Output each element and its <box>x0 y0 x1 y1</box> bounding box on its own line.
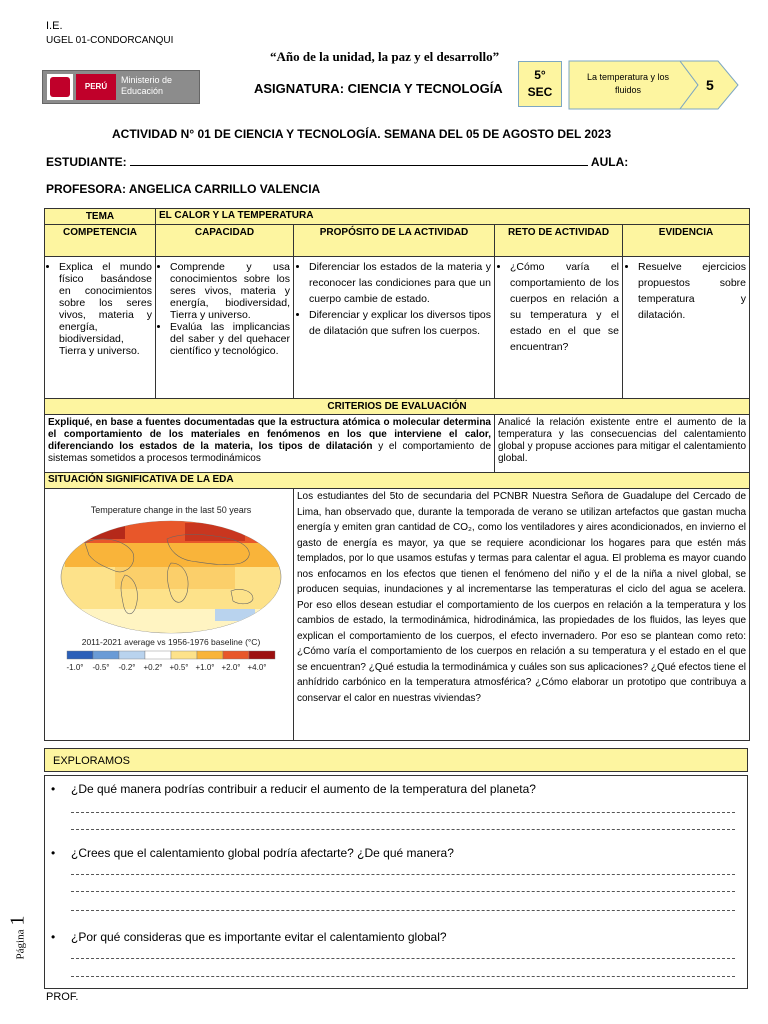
bullet-icon: • <box>51 930 56 944</box>
scale-label: -1.0° <box>66 663 84 672</box>
capacidad-item: • Evalúa las implicancias del saber y del quehacer científico y tecnológico. <box>170 321 290 357</box>
scale-label: +4.0° <box>247 663 267 672</box>
temperature-map-graphic <box>55 505 287 695</box>
header-capacidad: CAPACIDAD <box>156 225 294 257</box>
answer-line[interactable] <box>71 976 735 977</box>
unit-title: La temperatura y los fluidos <box>586 72 670 95</box>
aula-label: AULA: <box>590 155 629 169</box>
competencia-item: • Explica el mundo físico basándose en conocimientos sobre los seres vivos, materia y energía, biodiversidad, Tierra y universo. <box>59 261 152 357</box>
scale-label: -0.2° <box>118 663 136 672</box>
questions-box <box>44 775 748 989</box>
student-field[interactable] <box>130 155 588 166</box>
tema-label: TEMA <box>45 209 156 225</box>
scale-label: +1.0° <box>195 663 215 672</box>
proposito-item: • Diferenciar los estados de la materia y reconocer las condiciones para que un cuerpo cambie de estado. <box>309 259 491 307</box>
header-evidencia: EVIDENCIA <box>623 225 750 257</box>
logo-ministry: Ministerio de Educación <box>121 75 173 96</box>
evidencia-item: • Resuelve ejercicios propuestos sobre temperatura y dilatación. <box>638 259 746 323</box>
scale-swatch <box>145 651 171 659</box>
student-label: ESTUDIANTE: <box>46 155 127 169</box>
temperature-map <box>55 505 287 695</box>
grade-level: SEC <box>527 85 553 99</box>
criterio-2: Analicé la relación existente entre el aumento de la temperatura y las consecuencias del calentamiento global y propuse acciones para mitigar el calentamiento global. <box>495 415 750 473</box>
pagina-label: Página <box>14 929 27 960</box>
answer-line[interactable] <box>71 812 735 813</box>
question-1: ¿De qué manera podrías contribuir a reducir el aumento de la temperatura del planeta? <box>71 782 536 796</box>
criterio-1-bold: Expliqué, en base a fuentes documentadas que la estructura atómica o molecular determina el comportamiento de los materiales en fenómenos en los que interviene el calor, diferenciando los estados de la materia, los tipos de dilatación <box>48 417 491 452</box>
scale-swatch <box>171 651 197 659</box>
activity-table <box>44 208 750 741</box>
explore-header: EXPLORAMOS <box>44 748 748 772</box>
unit-number: 5 <box>706 77 714 93</box>
scale-swatch <box>119 651 145 659</box>
peru-shield-icon <box>47 74 73 100</box>
answer-line[interactable] <box>71 891 735 892</box>
logo-country: PERÚ <box>76 74 116 100</box>
answer-line[interactable] <box>71 910 735 911</box>
scale-label: +2.0° <box>221 663 241 672</box>
year-motto: “Año de la unidad, la paz y el desarrollo” <box>270 49 500 64</box>
bullet-icon: • <box>51 846 56 860</box>
pagina-number: 1 <box>6 915 29 926</box>
scale-label: +0.2° <box>143 663 163 672</box>
map-caption: 2011-2021 average vs 1956-1976 baseline (°C) <box>81 637 261 647</box>
capacidad-item: • Comprende y usa conocimientos sobre los seres vivos, materia y energía, biodiversidad, Tierra y universo. <box>170 261 290 321</box>
scale-swatch <box>223 651 249 659</box>
situacion-text: Los estudiantes del 5to de secundaria del PCNBR Nuestra Señora de Guadalupe del Cercado de Lima, han observado que, durante la temporada de verano se utilizan artefactos que gastan mucha energía y emiten gran cantidad de CO₂, como los ventiladores y aires acondicionados, en invierno el gasto de energía es mayor, ya que se requiere acondicionar los hogares para que estén más templados, por lo que usamos estufas y termas para calentar el agua. El problema es mayor cuando nos enfocamos en los efectos que tienen el fenómeno del niño y el de la niña a nivel global, se producen sequias, inundaciones y al incrementarse las temperaturas el ciclo del agua se acelera. Por eso ellos desean estudiar el comportamiento de los cuerpos en relación a la temperatura y los cambios de estado, la termodinámica, hidrodinámica, las propiedades de los fluidos, las leyes que explican el comportamiento de los cuerpos, el efecto invernadero. Por eso se plantean como reto: ¿Cómo varía el comportamiento de los cuerpos en relación a su temperatura y el estado en el que se encuentran? ¿Qué estudia la termodinámica y cuáles son sus aplicaciones? ¿Qué efectos tiene el anhídrido carbónico en la temperatura atmosférica? ¿Cómo elaborar un prototipo que contribuya a conservar el calor en nuestras viviendas? <box>294 489 750 741</box>
criterios-label: CRITERIOS DE EVALUACIÓN <box>45 399 750 415</box>
proposito-item: • Diferenciar y explicar los diversos tipos de dilatación que sufren los cuerpos. <box>309 307 491 339</box>
ministry-logo <box>42 70 200 104</box>
student-row <box>46 155 628 169</box>
scale-label: +0.5° <box>169 663 189 672</box>
situacion-label: SITUACIÓN SIGNIFICATIVA DE LA EDA <box>45 473 750 489</box>
criterio-1-rest: y el comportamiento de sistemas sometidos a procesos termodinámicos <box>48 441 492 464</box>
scale-swatch <box>67 651 93 659</box>
header-proposito: PROPÓSITO DE LA ACTIVIDAD <box>294 225 495 257</box>
map-title: Temperature change in the last 50 years <box>90 505 252 515</box>
question-2: ¿Crees que el calentamiento global podría afectarte? ¿De qué manera? <box>71 846 454 860</box>
bullet-icon: • <box>51 782 56 796</box>
reto-item: • ¿Cómo varía el comportamiento de los cuerpos en relación a su temperatura y el estado en el que se encuentran? <box>510 259 619 355</box>
header-competencia: COMPETENCIA <box>45 225 156 257</box>
ugel-label: UGEL 01-CONDORCANQUI <box>46 35 174 46</box>
scale-swatch <box>197 651 223 659</box>
school-label: I.E. <box>46 20 63 32</box>
question-3: ¿Por qué consideras que es importante evitar el calentamiento global? <box>71 930 447 944</box>
scale-swatch <box>249 651 275 659</box>
grade-value: 5° <box>534 68 546 82</box>
teacher-name: PROFESORA: ANGELICA CARRILLO VALENCIA <box>46 182 321 196</box>
activity-title: ACTIVIDAD N° 01 DE CIENCIA Y TECNOLOGÍA. SEMANA DEL 05 DE AGOSTO DEL 2023 <box>112 127 612 141</box>
answer-line[interactable] <box>71 874 735 875</box>
scale-swatch <box>93 651 119 659</box>
answer-line[interactable] <box>71 829 735 830</box>
subject-title: ASIGNATURA: CIENCIA Y TECNOLOGÍA <box>254 81 503 96</box>
header-reto: RETO DE ACTIVIDAD <box>495 225 623 257</box>
scale-label: -0.5° <box>92 663 110 672</box>
tema-value: EL CALOR Y LA TEMPERATURA <box>156 209 750 225</box>
page-number <box>6 910 46 970</box>
prof-label: PROF. <box>46 991 79 1003</box>
grade-box <box>518 61 562 107</box>
color-scale-legend <box>67 651 275 672</box>
unit-banner <box>568 60 740 110</box>
answer-line[interactable] <box>71 958 735 959</box>
